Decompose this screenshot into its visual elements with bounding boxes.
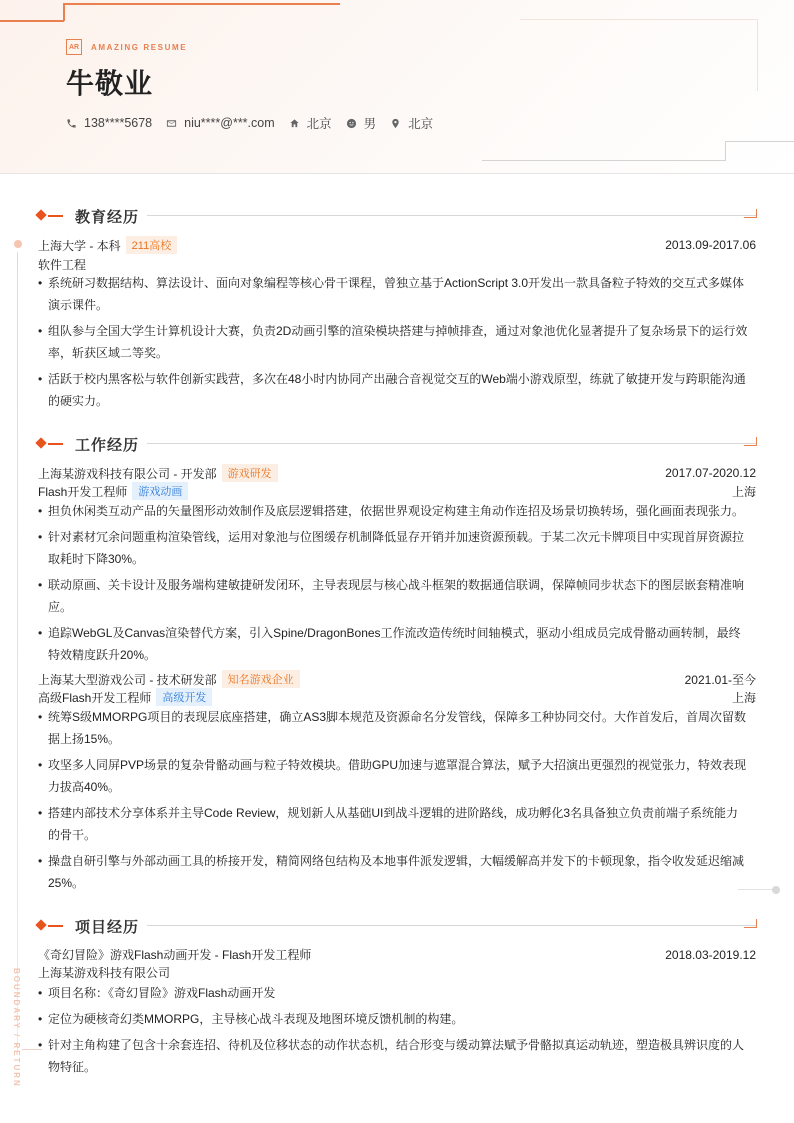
- job-bullet: • 统筹S级MMORPG项目的表现层底座搭建，确立AS3脚本规范及资源命名分发管线，保障多工种协同交付。大作首发后，首周次留数据上扬15%。: [38, 706, 750, 750]
- header-deco-line: [757, 19, 758, 91]
- project-company: 上海某游戏科技有限公司: [38, 966, 171, 980]
- section-work-title: [37, 434, 757, 454]
- header-deco-line: [520, 19, 758, 20]
- section-divider: [147, 925, 757, 926]
- job-role-row: [38, 482, 756, 500]
- education-bullet: • 系统研习数据结构、算法设计、面向对象编程等核心骨干课程，曾独立基于ActionScript 3.0开发出一款具备粒子特效的交互式多媒体演示课件。: [38, 272, 750, 316]
- location-city: 北京: [408, 117, 434, 131]
- email-address: niu****@***.com: [184, 116, 275, 130]
- project-bullet: • 项目名称：《奇幻冒险》游戏Flash动画开发: [38, 982, 750, 1004]
- header-deco-line: [725, 141, 794, 142]
- school-name: 上海大学 - 本科: [38, 238, 121, 253]
- job-role: 高级Flash开发工程师: [38, 690, 152, 705]
- brand-text: AMAZING RESUME: [91, 42, 188, 52]
- company-tag: 游戏研发: [222, 464, 278, 482]
- header-accent-line: [0, 20, 64, 22]
- project-company-row: [38, 964, 756, 981]
- diamond-icon: [35, 209, 46, 220]
- company-tag: 知名游戏企业: [222, 670, 300, 688]
- section-divider: [147, 215, 757, 216]
- contact-phone: [66, 116, 152, 130]
- section-education-title: [37, 206, 757, 226]
- job-bullet: • 操盘自研引擎与外部动画工具的桥接开发，精简网络包结构及本地事件派发逻辑，大幅缓解高并发下的卡顿现象，指令收发延迟缩减25%。: [38, 850, 750, 894]
- education-header: [38, 236, 756, 254]
- project-header: [38, 946, 756, 963]
- job-city: 上海: [731, 690, 756, 705]
- job-role-row: [38, 688, 756, 706]
- sidebar-dot: [14, 240, 22, 248]
- job-bullet: • 搭建内部技术分享体系并主导Code Review，规划新人从基础UI到战斗逻辑的进阶路线，成功孵化3名具备独立负责前端子系统能力的骨干。: [38, 802, 750, 846]
- diamond-icon: [35, 437, 46, 448]
- contact-home: [289, 114, 332, 132]
- job-date: 2017.07-2020.12: [665, 466, 756, 480]
- job-bullet: • 攻坚多人同屏PVP场景的复杂骨骼动画与粒子特效模块。借助GPU加速与遮罩混合算法，赋予大招演出更强烈的视觉张力，特效表现力拔高40%。: [38, 754, 750, 798]
- section-title-text: 工作经历: [75, 437, 140, 454]
- title-dash: [48, 925, 63, 927]
- job-bullet: • 联动原画、关卡设计及服务端构建敏捷研发闭环，主导表现层与核心战斗框架的数据通信联调，保障帧同步状态下的图层嵌套精准响应。: [38, 574, 750, 618]
- smiley-icon: [346, 118, 357, 129]
- education-bullet: • 活跃于校内黑客松与软件创新实践营，多次在48小时内协同产出融合音视觉交互的Web端小游戏原型，练就了敏捷开发与跨职能沟通的硬实力。: [38, 368, 750, 412]
- title-dash: [48, 443, 63, 445]
- gender: 男: [363, 117, 377, 131]
- corner-bracket-icon: [744, 209, 757, 218]
- project-bullet: • 针对主角构建了包含十余套连招、待机及位移状态的动作状态机，结合形变与缓动算法赋予骨骼拟真运动轨迹，塑造极具辨识度的人物特征。: [38, 1034, 750, 1078]
- candidate-name: 牛敬业: [66, 68, 154, 99]
- header-accent-line: [63, 3, 340, 5]
- resume-header: [0, 0, 794, 174]
- diamond-icon: [35, 919, 46, 930]
- project-date: 2018.03-2019.12: [665, 947, 756, 962]
- role-tag: 游戏动画: [132, 482, 188, 500]
- job-header: [38, 464, 756, 482]
- sidebar-vertical-text: BOUNDARY / RETURN: [12, 968, 21, 1088]
- corner-bracket-icon: [744, 437, 757, 446]
- project-bullet: • 定位为硬核奇幻类MMORPG，主导核心战斗表现及地图环境反馈机制的构建。: [38, 1008, 750, 1030]
- job-bullet: • 针对素材冗余问题重构渲染管线，运用对象池与位图缓存机制降低显存开销并加速资源预载。于某二次元卡牌项目中实现首屏资源拉取耗时下降30%。: [38, 526, 750, 570]
- header-accent-line: [63, 3, 65, 21]
- corner-bracket-icon: [744, 919, 757, 928]
- header-deco-line: [725, 141, 726, 161]
- education-date: 2013.09-2017.06: [665, 238, 756, 252]
- project-name: 《奇幻冒险》游戏Flash动画开发 - Flash开发工程师: [38, 948, 312, 962]
- job-bullet: • 追踪WebGL及Canvas渲染替代方案，引入Spine/DragonBones工作流改造传统时间轴模式，驱动小组成员完成骨骼动画转制，最终特效精度跃升20%。: [38, 622, 750, 666]
- sidebar-line: [17, 252, 18, 1052]
- job-bullet: • 担负休闲类互动产品的矢量图形动效制作及底层逻辑搭建，依据世界观设定构建主角动作连招及场景切换转场，强化画面表现张力。: [38, 500, 750, 522]
- company-name: 上海某大型游戏公司 - 技术研发部: [38, 672, 217, 687]
- section-title-text: 项目经历: [75, 919, 140, 936]
- home-icon: [289, 118, 300, 129]
- role-tag: 高级开发: [156, 688, 212, 706]
- company-name: 上海某游戏科技有限公司 - 开发部: [38, 466, 217, 481]
- job-city: 上海: [731, 484, 756, 499]
- contact-email: [166, 116, 275, 130]
- brand-mark: AR: [66, 39, 82, 55]
- job-header: [38, 670, 756, 688]
- title-dash: [48, 215, 63, 217]
- section-title-text: 教育经历: [75, 209, 140, 226]
- school-tag: 211高校: [126, 236, 178, 254]
- brand: [66, 39, 187, 55]
- phone-icon: [66, 118, 77, 129]
- contact-info: [66, 114, 447, 132]
- header-deco-line: [482, 160, 726, 161]
- education-bullet: • 组队参与全国大学生计算机设计大赛，负责2D动画引擎的渲染模块搭建与掉帧排查，通过对象池优化显著提升了复杂场景下的运行效率，斩获区域二等奖。: [38, 320, 750, 364]
- section-projects-title: [37, 916, 757, 936]
- location-pin-icon: [390, 118, 401, 129]
- contact-location: [390, 114, 433, 132]
- home-city: 北京: [306, 117, 332, 131]
- section-divider: [147, 443, 757, 444]
- phone-number: 138****5678: [84, 116, 153, 130]
- contact-gender: [346, 114, 377, 132]
- mail-icon: [166, 118, 177, 129]
- education-major-row: [38, 256, 756, 273]
- job-date: 2021.01-至今: [684, 672, 756, 687]
- major: 软件工程: [38, 258, 87, 272]
- right-deco-dot: [772, 886, 780, 894]
- job-role: Flash开发工程师: [38, 484, 128, 499]
